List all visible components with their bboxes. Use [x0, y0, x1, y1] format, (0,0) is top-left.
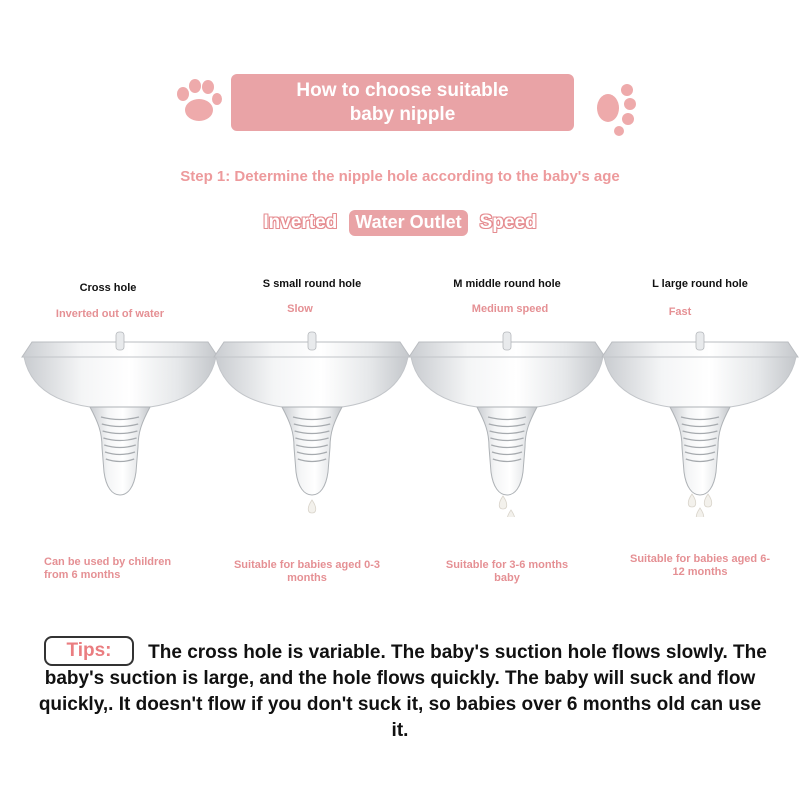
speed-label: Slow	[287, 303, 313, 315]
nipple-stem	[282, 407, 342, 495]
tag-speed: Speed	[479, 212, 537, 233]
tips-label: Tips:	[44, 636, 134, 666]
title-banner	[231, 74, 574, 131]
nipple-tip	[696, 332, 704, 350]
nipple-column-small	[212, 272, 412, 592]
nipple-column-cross	[20, 272, 220, 592]
tag-water-outlet: Water Outlet	[349, 210, 467, 236]
age-label: Can be used by children from 6 months	[44, 556, 172, 581]
nipple-stem	[670, 407, 730, 495]
nipple-base	[411, 357, 603, 407]
age-label: Suitable for babies aged 0-3 months	[233, 559, 381, 584]
tips-text: The cross hole is variable. The baby's suction hole flows slowly. The baby's suction is large, and the hole flows quickly. The baby will suck and flow quickly,. It doesn't flow if you don't suck it, so babies over 6 months old can use it.	[38, 642, 767, 741]
paw-print-icon	[580, 78, 638, 136]
nipple-tip	[308, 332, 316, 350]
age-label: Suitable for 3-6 months baby	[445, 559, 569, 584]
nipple-image	[600, 327, 800, 517]
tag-inverted: Inverted	[263, 212, 338, 233]
paw-print-icon	[170, 72, 228, 130]
nipple-base	[604, 357, 796, 407]
nipple-tip	[116, 332, 124, 350]
nipple-image	[407, 327, 607, 517]
nipple-stem	[90, 407, 150, 495]
title-line-2: baby nipple	[349, 103, 456, 125]
hole-type-label: Cross hole	[79, 282, 137, 294]
hole-type-label: S small round hole	[262, 278, 362, 290]
milk-drop	[499, 496, 507, 509]
step-heading: Step 1: Determine the nipple hole according to the baby's age	[180, 168, 620, 185]
speed-label: Medium speed	[471, 303, 549, 315]
milk-drop	[308, 500, 316, 513]
tag-row	[0, 210, 800, 236]
age-label: Suitable for babies aged 6-12 months	[630, 553, 770, 578]
speed-label: Fast	[668, 306, 692, 318]
nipple-base	[216, 357, 408, 407]
nipple-tip	[503, 332, 511, 350]
title-line-1: How to choose suitable	[296, 79, 509, 101]
nipple-column-medium	[407, 272, 607, 592]
speed-label: Inverted out of water	[55, 308, 165, 320]
hole-type-label: M middle round hole	[453, 278, 561, 290]
milk-drop	[704, 494, 712, 507]
milk-drop	[507, 510, 515, 517]
nipple-base	[24, 357, 216, 407]
nipple-image	[20, 327, 220, 517]
milk-drop	[688, 494, 696, 507]
nipple-image	[212, 327, 412, 517]
nipple-column-large	[600, 272, 800, 592]
nipple-stem	[477, 407, 537, 495]
hole-type-label: L large round hole	[652, 278, 748, 290]
milk-drop	[696, 508, 704, 517]
